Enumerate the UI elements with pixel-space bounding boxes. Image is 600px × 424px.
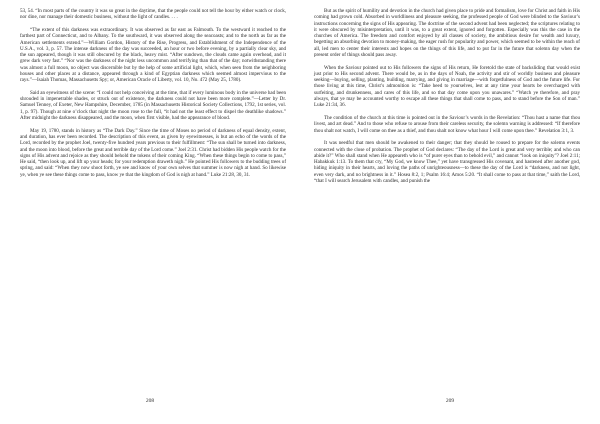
- paragraph: “The extent of this darkness was extraordinary. It was observed as far east as Falmouth. To the westward it reached to the farthest part of Connecticut, and to Albany. To the southward, it was observed along the seacoasts; and to the north as far as the American settlements extend.”—William Gordon, History of the Rise, Progress, and Establishment of the Independence of the U.S.A., vol. 3, p. 57. The intense darkness of the day was succeeded, an hour or two before evening, by a partially clear sky, and the sun appeared, though it was still obscured by the black, heavy mist. “After sundown, the clouds came again overhead, and it grew dark very fast.” “Nor was the darkness of the night less uncommon and terrifying than that of the day; notwithstanding there was almost a full moon, no object was discernible but by the help of some artificial light, which, when seen from the neighboring houses and other places at a distance, appeared through a kind of Egyptian darkness which seemed almost impervious to the rays.”—Isaiah Thomas, Massachusetts Spy; or, American Oracle of Liberty, vol. 10, No. 472 (May 25, 1780).: [20, 26, 286, 84]
- page-number: 209: [445, 398, 455, 404]
- paragraph: May 19, 1780, stands in history as “The Dark Day.” Since the time of Moses no period of darkness of equal density, extent, and duration, has ever been recorded. The description of this event, as given by eyewitnesses, is but an echo of the words of the Lord, recorded by the prophet Joel, twenty-five hundred years previous to their fulfillment: “The sun shall be turned into darkness, and the moon into blood, before the great and terrible day of the Lord come.” Joel 2:31. Christ had bidden His people watch for the signs of His advent and rejoice as they should behold the tokens of their coming King. “When these things begin to come to pass,” He said, “then look up, and lift up your heads; for your redemption draweth nigh.” He pointed His followers to the budding trees of spring, and said: “When they now shoot forth, ye see and know of your own selves that summer is now nigh at hand. So likewise ye, when ye see these things come to pass, know ye that the kingdom of God is nigh at hand.” Luke 21:28, 30, 31.: [20, 127, 286, 178]
- page-number: 208: [145, 398, 155, 404]
- paragraph: It was needful that men should be awakened to their danger; that they should be roused to prepare for the solemn events connected with the close of probation. The prophet of God declares: “The day of the Lord is great and very terrible; and who can abide it?” Who shall stand when He appeareth who is “of purer eyes than to behold evil,” and cannot “look on iniquity”? Joel 2:11; Habakkuk 1:13. To them that cry, “My God, we know Thee,” yet have transgressed His covenant, and hastened after another god, hiding iniquity in their hearts, and loving the paths of unrighteousness—to these the day of the Lord is “darkness, and not light, even very dark, and no brightness in it.” Hosea 8:2, 1; Psalm 16:4; Amos 5:20. “It shall come to pass at that time,” saith the Lord, “that I will search Jerusalem with candles, and punish the: [314, 140, 580, 184]
- paragraph: The condition of the church at this time is pointed out in the Saviour’s words in the Revelation: “Thou hast a name that thou livest, and art dead.” And to those who refuse to arouse from their careless security, the solemn warning is addressed: “If therefore thou shalt not watch, I will come on thee as a thief, and thou shalt not know what hour I will come upon thee.” Revelation 3:1, 3.: [314, 115, 580, 134]
- right-page: [300, 0, 600, 424]
- paragraph: 53, 54. “In most parts of the country it was so great in the daytime, that the people could not tell the hour by either watch or clock, nor dine, nor manage their domestic business, without the light of candles. . . .: [20, 8, 286, 21]
- paragraph: When the Saviour pointed out to His followers the signs of His return, He foretold the state of backsliding that would exist just prior to His second advent. There would be, as in the days of Noah, the activity and stir of worldly business and pleasure seeking—buying, selling, planting, building, marrying, and giving in marriage—with forgetfulness of God and the future life. For those living at this time, Christ’s admonition is: “Take heed to yourselves, lest at any time your hearts be overcharged with surfeiting, and drunkenness, and cares of this life, and so that day come upon you unawares.” “Watch ye therefore, and pray always, that ye may be accounted worthy to escape all these things that shall come to pass, and to stand before the Son of man.” Luke 21:34, 36.: [314, 64, 580, 109]
- paragraph: But as the spirit of humility and devotion in the church had given place to pride and formalism, love for Christ and faith in His coming had grown cold. Absorbed in worldliness and pleasure seeking, the professed people of God were blinded to the Saviour’s instructions concerning the signs of His appearing. The doctrine of the second advent had been neglected; the scriptures relating to it were obscured by misinterpretation, until it was, to a great extent, ignored and forgotten. Especially was this the case in the churches of America. The freedom and comfort enjoyed by all classes of society, the ambitious desire for wealth and luxury, begetting an absorbing devotion to money-making, the eager rush for popularity and power, which seemed to be within the reach of all, led men to center their interests and hopes on the things of this life, and to put far in the future that solemn day when the present order of things should pass away.: [314, 8, 580, 58]
- paragraph: Said an eyewitness of the scene: “I could not help conceiving at the time, that if every luminous body in the universe had been shrouded in impenetrable shades, or struck out of existence, the darkness could not have been more complete.”—Letter by Dr. Samuel Tenney, of Exeter, New Hampshire, December, 1785 (in Massachusetts Historical Society Collections, 1792, 1st series, vol. 1, p. 97). Though at nine o’clock that night the moon rose to the full, “it had not the least effect to dispel the deathlike shadows.” After midnight the darkness disappeared, and the moon, when first visible, had the appearance of blood.: [20, 89, 286, 121]
